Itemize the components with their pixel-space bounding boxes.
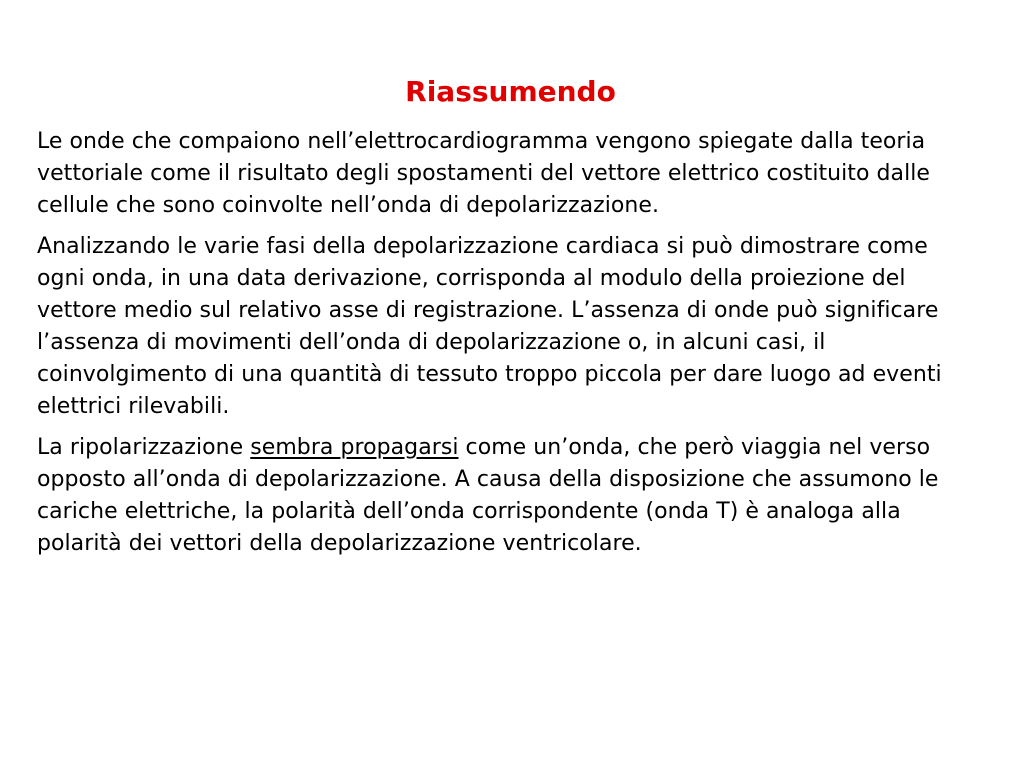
paragraph-3-text-after: come un’onda, che però viaggia nel verso opposto all’onda di depolarizzazione. A causa della disposizione che assumono le cariche elettriche, la polarità dell’onda corrispondente (onda T) è analoga alla polarità dei vettori della depolarizzazione ventricolare. <box>37 435 939 556</box>
paragraph-3 <box>37 432 966 560</box>
underlined-phrase: sembra propagarsi <box>250 435 459 460</box>
paragraph-2: Analizzando le varie fasi della depolarizzazione cardiaca si può dimostrare come ogni onda, in una data derivazione, corrisponda al modulo della proiezione del vettore medio sul relativo asse di registrazione. L’assenza di onde può significare l’assenza di movimenti dell’onda di depolarizzazione o, in alcuni casi, il coinvolgimento di una quantità di tessuto troppo piccola per dare luogo ad eventi elettrici rilevabili. <box>37 234 942 419</box>
paragraph-1: Le onde che compaiono nell’elettrocardiogramma vengono spiegate dalla teoria vettoriale come il risultato degli spostamenti del vettore elettrico costituito dalle cellule che sono coinvolte nell’onda di depolarizzazione. <box>37 129 930 218</box>
slide-title: Riassumendo <box>405 75 616 108</box>
paragraph-3-text-before: La ripolarizzazione <box>37 435 251 460</box>
